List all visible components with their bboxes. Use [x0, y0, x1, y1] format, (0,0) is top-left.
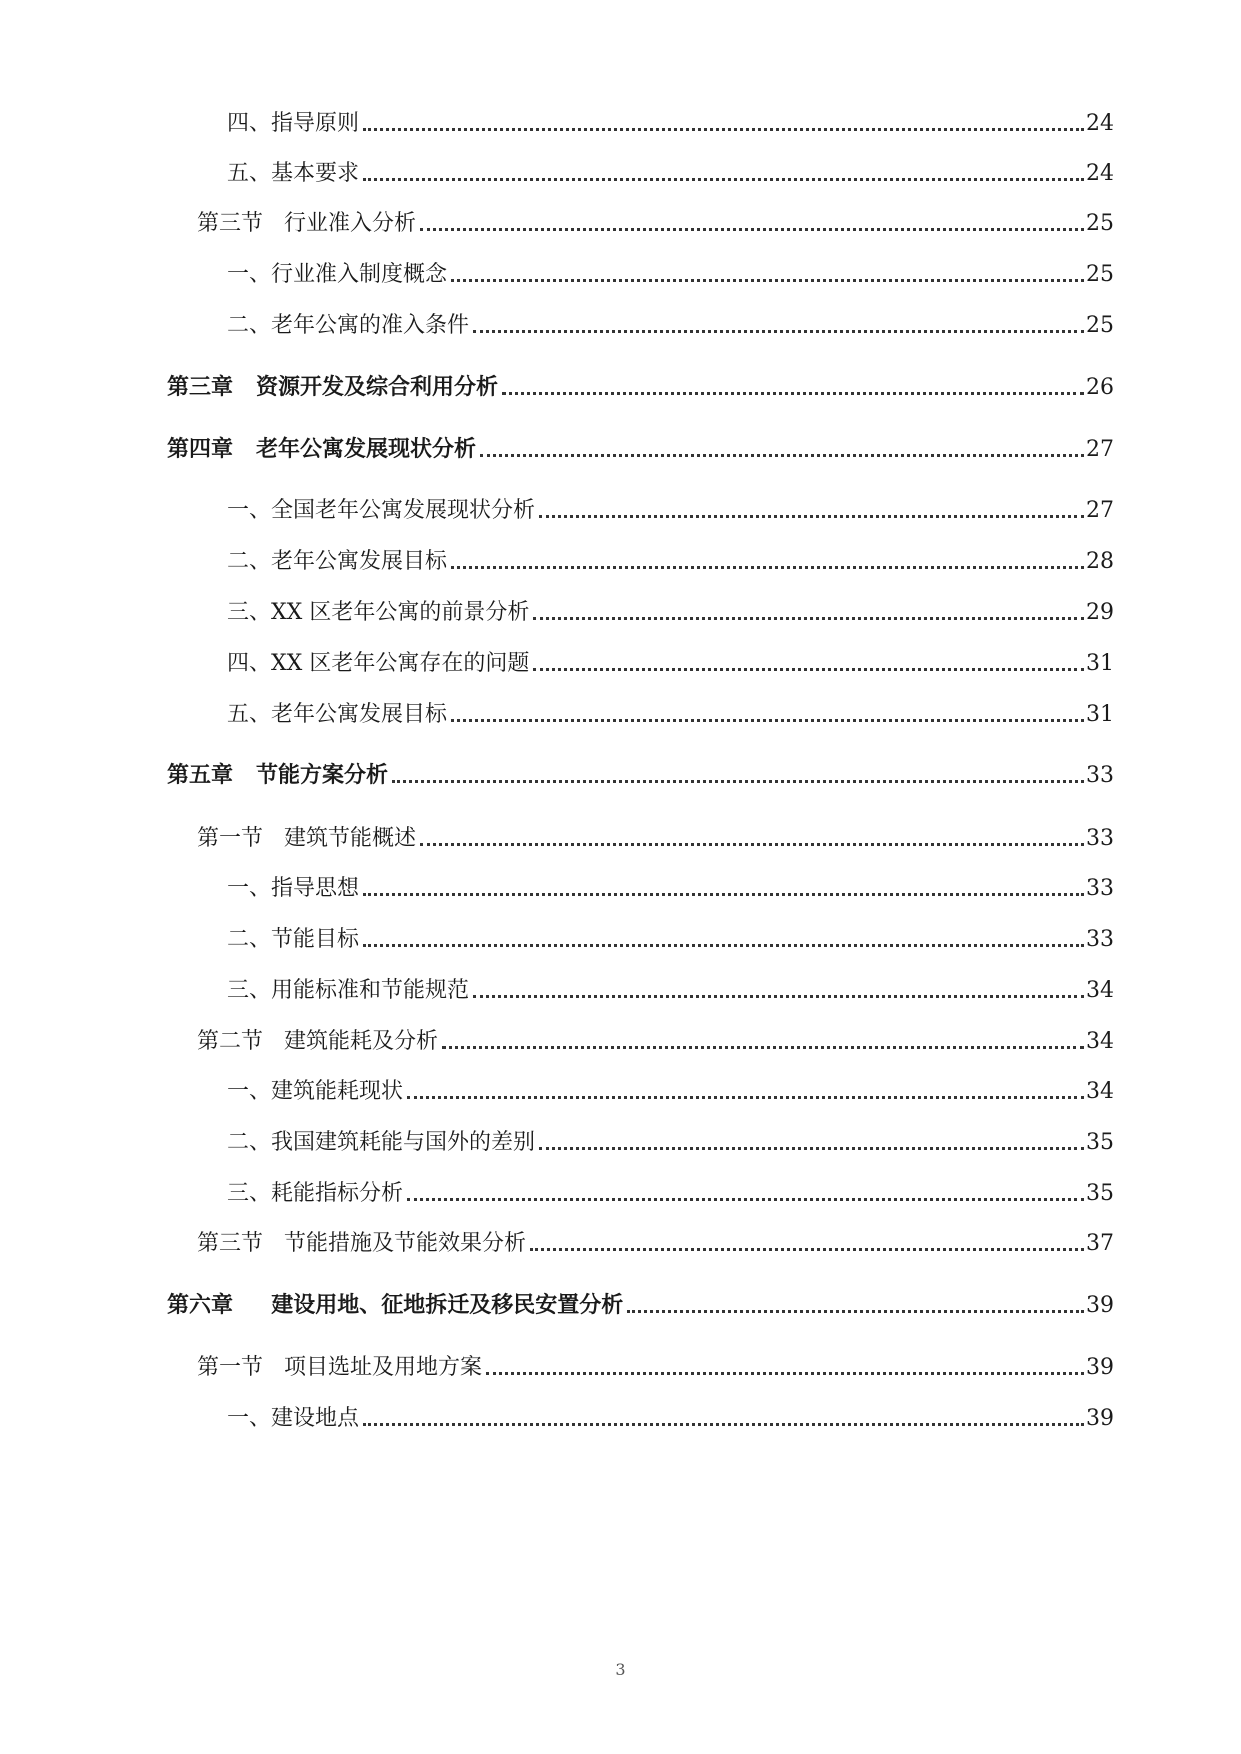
toc-entry[interactable] [197, 1349, 1114, 1383]
dot-leader [530, 1247, 1084, 1251]
toc-entry-label: 第三节 行业准入分析 [197, 211, 416, 236]
toc-chapter-entry[interactable] [167, 369, 1114, 403]
dot-leader [363, 892, 1084, 896]
toc-entry-label: 一、指导思想 [227, 876, 360, 901]
toc-entry-page: 24 [1086, 111, 1114, 136]
toc-entry-label: 二、我国建筑耗能与国外的差别 [227, 1130, 536, 1155]
toc-entry-label: 第一节 项目选址及用地方案 [197, 1355, 482, 1380]
toc-entry[interactable] [197, 820, 1114, 854]
toc-entry-label: 三、XX 区老年公寓的前景分析 [227, 600, 530, 625]
toc-entry[interactable] [227, 870, 1114, 904]
page-number: 3 [615, 1660, 626, 1679]
toc-entry-page: 25 [1086, 262, 1114, 287]
toc-entry[interactable] [227, 155, 1114, 189]
toc-entry[interactable] [227, 972, 1114, 1006]
toc-chapter-entry[interactable] [167, 1287, 1114, 1321]
dot-leader [363, 943, 1084, 947]
toc-chapter-entry[interactable] [167, 431, 1114, 465]
toc-entry-label: 二、老年公寓发展目标 [227, 549, 448, 574]
dot-leader [480, 453, 1084, 457]
toc-entry[interactable] [227, 645, 1114, 679]
toc-entry[interactable] [227, 307, 1114, 341]
dot-leader [627, 1309, 1084, 1313]
toc-entry-page: 25 [1086, 313, 1114, 338]
toc-entry-label: 一、建筑能耗现状 [227, 1079, 404, 1104]
dot-leader [533, 667, 1084, 671]
dot-leader [451, 565, 1084, 569]
toc-entry[interactable] [227, 256, 1114, 290]
dot-leader [363, 177, 1084, 181]
toc-entry-page: 39 [1086, 1406, 1114, 1431]
toc-entry[interactable] [227, 594, 1114, 628]
toc-entry-label: 一、建设地点 [227, 1406, 360, 1431]
dot-leader [539, 514, 1084, 518]
toc-entry-label: 四、指导原则 [227, 111, 360, 136]
dot-leader [363, 1422, 1084, 1426]
toc-entry-page: 33 [1086, 826, 1114, 851]
toc-entry-label: 第一节 建筑节能概述 [197, 826, 416, 851]
toc-entry-page: 31 [1086, 651, 1114, 676]
toc-entry-label: 二、节能目标 [227, 927, 360, 952]
toc-entry[interactable] [227, 105, 1114, 139]
dot-leader [420, 842, 1084, 846]
dot-leader [451, 278, 1084, 282]
toc-entry-page: 29 [1086, 600, 1114, 625]
toc-entry-page: 34 [1086, 978, 1114, 1003]
toc-entry-page: 25 [1086, 211, 1114, 236]
toc-chapter-entry[interactable] [167, 757, 1114, 791]
toc-entry-page: 28 [1086, 549, 1114, 574]
toc-entry[interactable] [227, 1175, 1114, 1209]
toc-entry-label: 四、XX 区老年公寓存在的问题 [227, 651, 530, 676]
toc-entry-page: 35 [1086, 1181, 1114, 1206]
toc-entry[interactable] [227, 492, 1114, 526]
toc-entry[interactable] [197, 205, 1114, 239]
dot-leader [363, 127, 1084, 131]
toc-entry-page: 34 [1086, 1029, 1114, 1054]
toc-entry-page: 33 [1086, 927, 1114, 952]
toc-entry-page: 26 [1086, 375, 1114, 400]
dot-leader [486, 1371, 1084, 1375]
toc-entry-page: 27 [1086, 498, 1114, 523]
toc-entry[interactable] [197, 1023, 1114, 1057]
dot-leader [442, 1045, 1084, 1049]
toc-entry-label: 第三节 节能措施及节能效果分析 [197, 1231, 526, 1256]
dot-leader [502, 391, 1084, 395]
toc-entry-label: 一、全国老年公寓发展现状分析 [227, 498, 536, 523]
dot-leader [392, 779, 1084, 783]
toc-entry-label: 第五章 节能方案分析 [167, 763, 388, 788]
dot-leader [539, 1146, 1084, 1150]
dot-leader [407, 1095, 1084, 1099]
toc-entry[interactable] [227, 543, 1114, 577]
toc-entry-page: 37 [1086, 1231, 1114, 1256]
toc-entry-page: 33 [1086, 763, 1114, 788]
dot-leader [451, 718, 1084, 722]
toc-entry-label: 二、老年公寓的准入条件 [227, 313, 470, 338]
toc-entry-label: 五、老年公寓发展目标 [227, 702, 448, 727]
toc-entry[interactable] [227, 1073, 1114, 1107]
toc-entry[interactable] [227, 1400, 1114, 1434]
toc-entry-page: 39 [1086, 1293, 1114, 1318]
toc-entry[interactable] [227, 1124, 1114, 1158]
toc-entry-page: 39 [1086, 1355, 1114, 1380]
toc-entry-label: 一、行业准入制度概念 [227, 262, 448, 287]
dot-leader [407, 1197, 1084, 1201]
toc-entry-label: 第四章 老年公寓发展现状分析 [167, 437, 476, 462]
toc-entry-page: 35 [1086, 1130, 1114, 1155]
toc-entry-label: 第三章 资源开发及综合利用分析 [167, 375, 498, 400]
toc-entry-page: 24 [1086, 161, 1114, 186]
toc-entry-page: 34 [1086, 1079, 1114, 1104]
toc-entry-page: 33 [1086, 876, 1114, 901]
toc-entry-label: 第六章 建设用地、征地拆迁及移民安置分析 [167, 1293, 624, 1318]
toc-entry-label: 五、基本要求 [227, 161, 360, 186]
toc-entry-page: 31 [1086, 702, 1114, 727]
dot-leader [473, 994, 1084, 998]
toc-entry[interactable] [227, 696, 1114, 730]
toc-entry-label: 三、耗能指标分析 [227, 1181, 404, 1206]
dot-leader [420, 227, 1084, 231]
toc-entry[interactable] [197, 1225, 1114, 1259]
toc-entry-label: 三、用能标准和节能规范 [227, 978, 470, 1003]
toc-entry-page: 27 [1086, 437, 1114, 462]
toc-entry[interactable] [227, 921, 1114, 955]
dot-leader [473, 329, 1084, 333]
dot-leader [533, 616, 1084, 620]
toc-entry-label: 第二节 建筑能耗及分析 [197, 1029, 438, 1054]
